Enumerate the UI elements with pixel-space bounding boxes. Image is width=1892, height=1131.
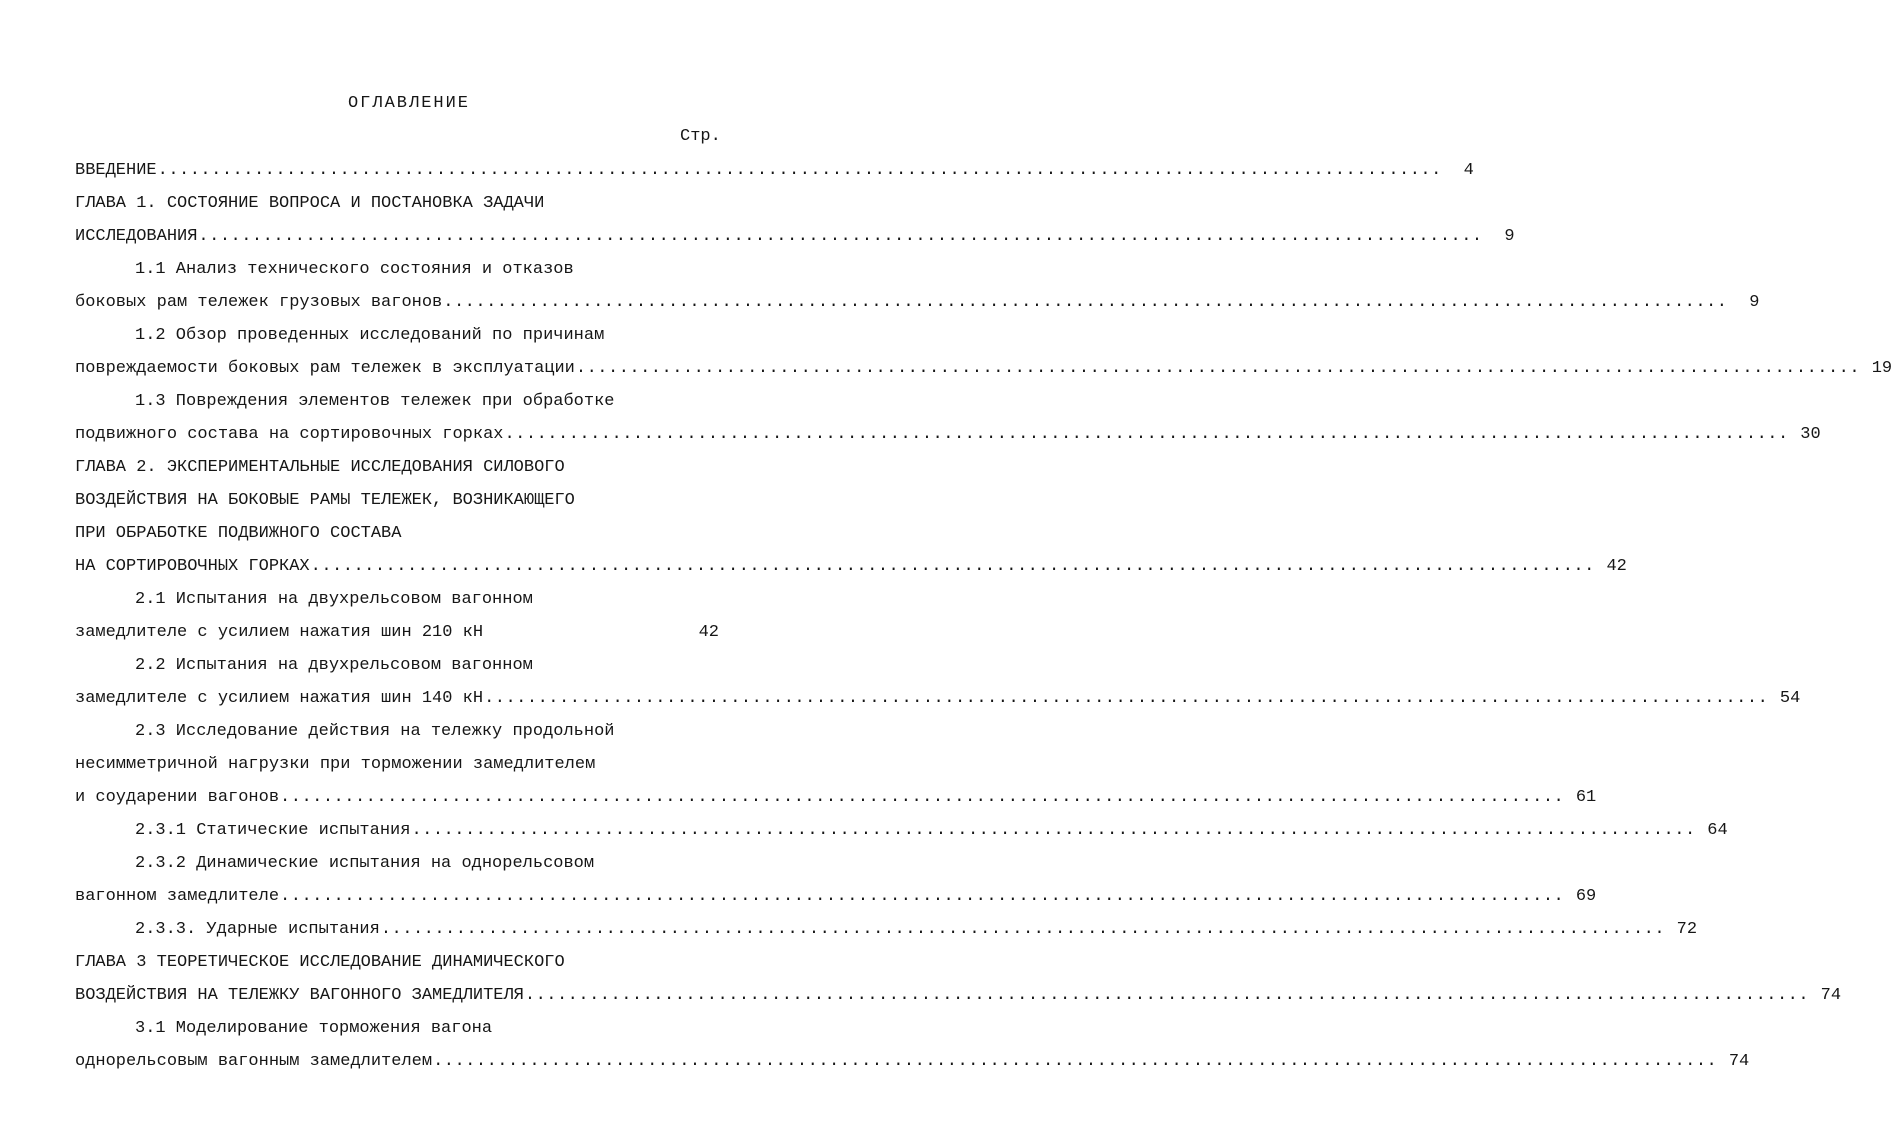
dot-leader: ........................................................................................................................: [380, 920, 1666, 939]
toc-entry-text: вагонном замедлителе: [75, 887, 280, 906]
toc-entry-text: 2.3.2 Динамические испытания на однорельсовом: [135, 854, 595, 873]
toc-entry-text: 2.3.3. Ударные испытания: [135, 920, 380, 939]
toc-line-28: [75, 1045, 1750, 1078]
toc-page-number: 19: [1871, 359, 1892, 378]
toc-page-number: 64: [1707, 821, 1728, 840]
toc-line-19: [75, 748, 719, 781]
toc-line-22: [75, 847, 719, 880]
toc-entry-text: замедлителе с усилием нажатия шин 140 кН: [75, 689, 484, 708]
dot-leader: ........................................................................................................................: [484, 689, 1769, 708]
toc-entry-text: 1.2 Обзор проведенных исследований по причинам: [135, 326, 605, 345]
toc-entry-text: 2.3.1 Статические испытания: [135, 821, 411, 840]
toc-page-number: 42: [698, 623, 719, 642]
toc-line-9: [75, 418, 1821, 451]
toc-page-number: 72: [1676, 920, 1698, 939]
toc-line-5: [75, 286, 1760, 319]
toc-entry-text: 1.1 Анализ технического состояния и отказов: [135, 260, 574, 279]
toc-line-4: [75, 253, 719, 286]
toc-page-number: 42: [1606, 557, 1627, 576]
dot-leader: ........................................................................................................................: [198, 227, 1483, 246]
dot-leader: ........................................................................................................................: [524, 986, 1810, 1005]
toc-entry-text: 3.1 Моделирование торможения вагона: [135, 1019, 493, 1038]
toc-page-number: 30: [1800, 425, 1821, 444]
toc-entry-text: ГЛАВА 1. СОСТОЯНИЕ ВОПРОСА И ПОСТАНОВКА ЗАДАЧИ: [75, 194, 545, 213]
toc-page-number: 74: [1728, 1052, 1750, 1071]
toc-entry-text: ГЛАВА 2. ЭКСПЕРИМЕНТАЛЬНЫЕ ИССЛЕДОВАНИЯ СИЛОВОГО: [75, 458, 565, 477]
toc-line-18: [75, 715, 719, 748]
toc-line-24: [75, 913, 1698, 946]
toc-page-number: 74: [1820, 986, 1842, 1005]
dot-leader: ........................................................................................................................: [575, 359, 1861, 378]
toc-entry-text: 2.2 Испытания на двухрельсовом вагонном: [135, 656, 533, 675]
dot-leader: ........................................................................................................................: [157, 161, 1442, 180]
toc-line-21: [75, 814, 1728, 847]
toc-entry-text: несимметричной нагрузки при торможении замедлителем: [75, 755, 596, 774]
toc-line-12: [75, 517, 719, 550]
toc-page-number: 69: [1575, 887, 1597, 906]
toc-line-1: [75, 154, 1474, 187]
toc-entry-text: замедлителе с усилием нажатия шин 210 кН: [75, 623, 484, 642]
toc-page-number: 9: [1504, 227, 1515, 246]
dot-leader: ........................................................................................................................: [504, 425, 1789, 444]
toc-entry-text: НА СОРТИРОВОЧНЫХ ГОРКАХ: [75, 557, 310, 576]
toc-entry-text: ВОЗДЕЙСТВИЯ НА ТЕЛЕЖКУ ВАГОННОГО ЗАМЕДЛИТЕЛЯ: [75, 986, 524, 1005]
toc-entry-text: ГЛАВА 3 ТЕОРЕТИЧЕСКОЕ ИССЛЕДОВАНИЕ ДИНАМИЧЕСКОГО: [75, 953, 565, 972]
toc-line-20: [75, 781, 1597, 814]
page-title: ОГЛАВЛЕНИЕ: [347, 94, 471, 113]
toc-page-number: 61: [1575, 788, 1597, 807]
toc-line-14: [75, 583, 719, 616]
toc-line-23: [75, 880, 1597, 913]
dot-leader: ........................................................................................................................: [433, 1052, 1718, 1071]
toc-entry-text: ВВЕДЕНИЕ: [75, 161, 157, 180]
dot-leader: ........................................................................................................................: [280, 788, 1565, 807]
toc-line-11: [75, 484, 719, 517]
toc-line-3: [75, 220, 1515, 253]
toc-entry-text: подвижного состава на сортировочных горках: [75, 425, 504, 444]
toc-line-7: [75, 352, 1892, 385]
toc-line-25: [75, 946, 719, 979]
toc-line-2: [75, 187, 719, 220]
toc-entry-text: 2.1 Испытания на двухрельсовом вагонном: [135, 590, 533, 609]
toc-line-16: [75, 649, 719, 682]
table-of-contents: [75, 154, 1892, 1078]
toc-line-26: [75, 979, 1842, 1012]
toc-entry-text: и соударении вагонов: [75, 788, 280, 807]
toc-entry-text: повреждаемости боковых рам тележек в эксплуатации: [75, 359, 575, 378]
toc-entry-text: 2.3 Исследование действия на тележку продольной: [135, 722, 615, 741]
toc-entry-text: боковых рам тележек грузовых вагонов: [75, 293, 443, 312]
dot-leader: ........................................................................................................................: [411, 821, 1696, 840]
toc-page-number: 4: [1463, 161, 1474, 180]
toc-line-10: [75, 451, 719, 484]
toc-line-27: [75, 1012, 719, 1045]
toc-entry-text: ПРИ ОБРАБОТКЕ ПОДВИЖНОГО СОСТАВА: [75, 524, 402, 543]
dot-leader: ........................................................................................................................: [310, 557, 1595, 576]
toc-line-6: [75, 319, 719, 352]
toc-entry-text: 1.3 Повреждения элементов тележек при обработке: [135, 392, 615, 411]
toc-entry-text: ИССЛЕДОВАНИЯ: [75, 227, 198, 246]
toc-line-8: [75, 385, 719, 418]
dot-leader: ........................................................................................................................: [443, 293, 1728, 312]
toc-line-15: [75, 616, 719, 649]
toc-page-number: 54: [1779, 689, 1801, 708]
toc-entry-text: однорельсовым вагонным замедлителем: [75, 1052, 433, 1071]
page-column-label: Стр.: [680, 127, 721, 146]
toc-line-17: [75, 682, 1801, 715]
toc-line-13: [75, 550, 1627, 583]
dot-leader: ........................................................................................................................: [280, 887, 1565, 906]
toc-entry-text: ВОЗДЕЙСТВИЯ НА БОКОВЫЕ РАМЫ ТЕЛЕЖЕК, ВОЗНИКАЮЩЕГО: [75, 491, 575, 510]
toc-page-number: 9: [1749, 293, 1760, 312]
